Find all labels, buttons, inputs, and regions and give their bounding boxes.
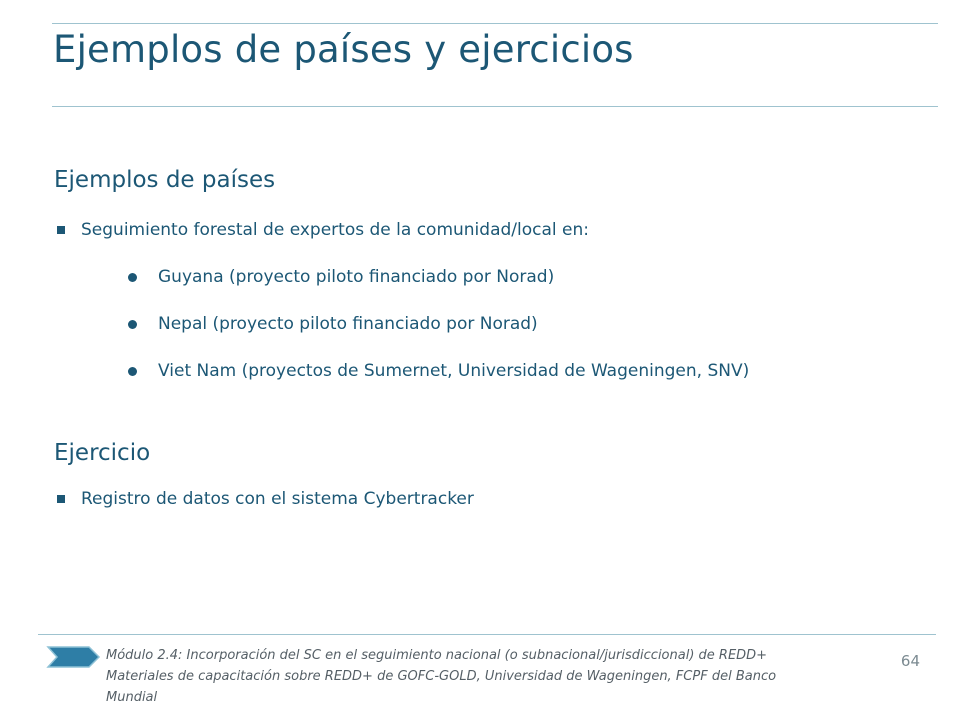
section-heading-exercise: Ejercicio [54,440,151,466]
page-number: 64 [900,652,920,670]
chevron-arrow-icon [45,645,101,669]
footer-module-line: Módulo 2.4: Incorporación del SC en el seguimiento nacional (o subnacional/jurisdiccional) de REDD+ [106,648,768,663]
round-bullet-icon [128,367,137,376]
footer-caption [106,645,886,708]
sub-bullet-text: Guyana (proyecto piloto financiado por Norad) [158,267,555,287]
round-bullet-icon [128,320,137,329]
bullet-text: Seguimiento forestal de expertos de la comunidad/local en: [81,220,589,240]
sub-bullet-text: Viet Nam (proyectos de Sumernet, Universidad de Wageningen, SNV) [158,361,750,381]
slide-title: Ejemplos de países y ejercicios [53,28,634,71]
footer-credits-line-cont: Mundial [106,690,158,705]
round-bullet-icon [128,273,137,282]
footer-rule [38,634,936,635]
bullet-text: Registro de datos con el sistema Cybertracker [81,489,474,509]
square-bullet-icon [57,226,65,234]
square-bullet-icon [57,495,65,503]
section-heading-country-examples: Ejemplos de países [54,167,276,193]
footer-credits-line: Materiales de capacitación sobre REDD+ de GOFC-GOLD, Universidad de Wageningen, FCPF del Banco [106,669,777,684]
top-rule [52,23,938,24]
sub-bullet-text: Nepal (proyecto piloto financiado por Norad) [158,314,538,334]
title-divider [52,106,938,107]
